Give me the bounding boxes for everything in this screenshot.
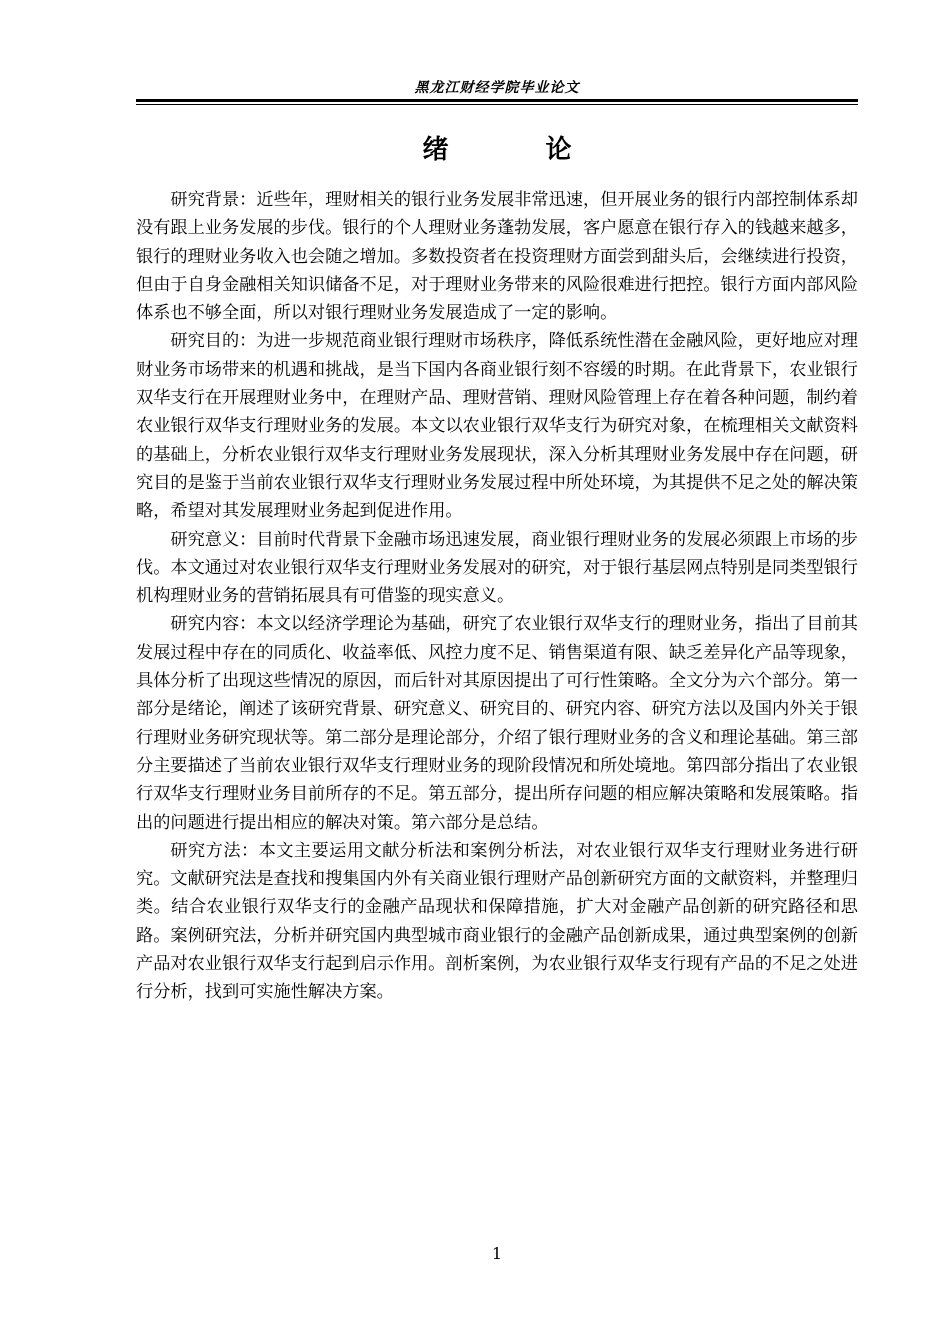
paragraph-methods: 研究方法：本文主要运用文献分析法和案例分析法，对农业银行双华支行理财业务进行研究。文献研究法是查找和搜集国内外有关商业银行理财产品创新研究方面的文献资料，并整理归类。结合农业银行双华支行的金融产品现状和保障措施，扩大对金融产品创新的研究路径和思路。案例研究法，分析并研究国内典型城市商业银行的金融产品创新成果，通过典型案例的创新产品对农业银行双华支行起到启示作用。剖析案例，为农业银行双华支行现有产品的不足之处进行分析，找到可实施性解决方案。	[136, 840, 858, 1003]
running-header: 黑龙江财经学院毕业论文	[414, 80, 580, 96]
header-rule-thin	[136, 104, 858, 105]
header-rule-thick	[136, 99, 858, 102]
page-number: 1	[491, 1244, 503, 1263]
paragraph-content: 研究内容：本文以经济学理论为基础，研究了农业银行双华支行的理财业务，指出了目前其发展过程中存在的同质化、收益率低、风控力度不足、销售渠道有限、缺乏差异化产品等现象，具体分析了出现这些情况的原因，而后针对其原因提出了可行性策略。全文分为六个部分。第一部分是绪论，阐述了该研究背景、研究意义、研究目的、研究内容、研究方法以及国内外关于银行理财业务研究现状等。第二部分是理论部分，介绍了银行理财业务的含义和理论基础。第三部分主要描述了当前农业银行双华支行理财业务的现阶段情况和所处境地。第四部分指出了农业银行双华支行理财业务目前所存的不足。第五部分，提出所存问题的相应解决策略和发展策略。指出的问题进行提出相应的解决对策。第六部分是总结。	[136, 614, 858, 833]
body-text	[136, 186, 858, 1007]
paragraph-purpose: 研究目的：为进一步规范商业银行理财市场秩序，降低系统性潜在金融风险，更好地应对理财业务市场带来的机遇和挑战，是当下国内各商业银行刻不容缓的时期。在此背景下，农业银行双华支行在开展理财业务中，在理财产品、理财营销、理财风险管理上存在着各种问题，制约着农业银行双华支行理财业务的发展。本文以农业银行双华支行为研究对象，在梳理相关文献资料的基础上，分析农业银行双华支行理财业务发展现状，深入分析其理财业务发展中存在问题，研究目的是鉴于当前农业银行双华支行理财业务发展过程中所处环境，为其提供不足之处的解决策略，希望对其发展理财业务起到促进作用。	[136, 331, 858, 522]
paragraph-background: 研究背景：近些年，理财相关的银行业务发展非常迅速，但开展业务的银行内部控制体系却没有跟上业务发展的步伐。银行的个人理财业务蓬勃发展，客户愿意在银行存入的钱越来越多，银行的理财业务收入也会随之增加。多数投资者在投资理财方面尝到甜头后，会继续进行投资，但由于自身金融相关知识储备不足，对于理财业务带来的风险很难进行把控。银行方面内部风险体系也不够全面，所以对银行理财业务发展造成了一定的影响。	[136, 190, 858, 324]
chapter-title: 绪 论	[422, 135, 616, 165]
paragraph-significance: 研究意义：目前时代背景下金融市场迅速发展，商业银行理财业务的发展必须跟上市场的步伐。本文通过对农业银行双华支行理财业务发展对的研究，对于银行基层网点特别是同类型银行机构理财业务的营销拓展具有可借鉴的现实意义。	[136, 529, 858, 607]
